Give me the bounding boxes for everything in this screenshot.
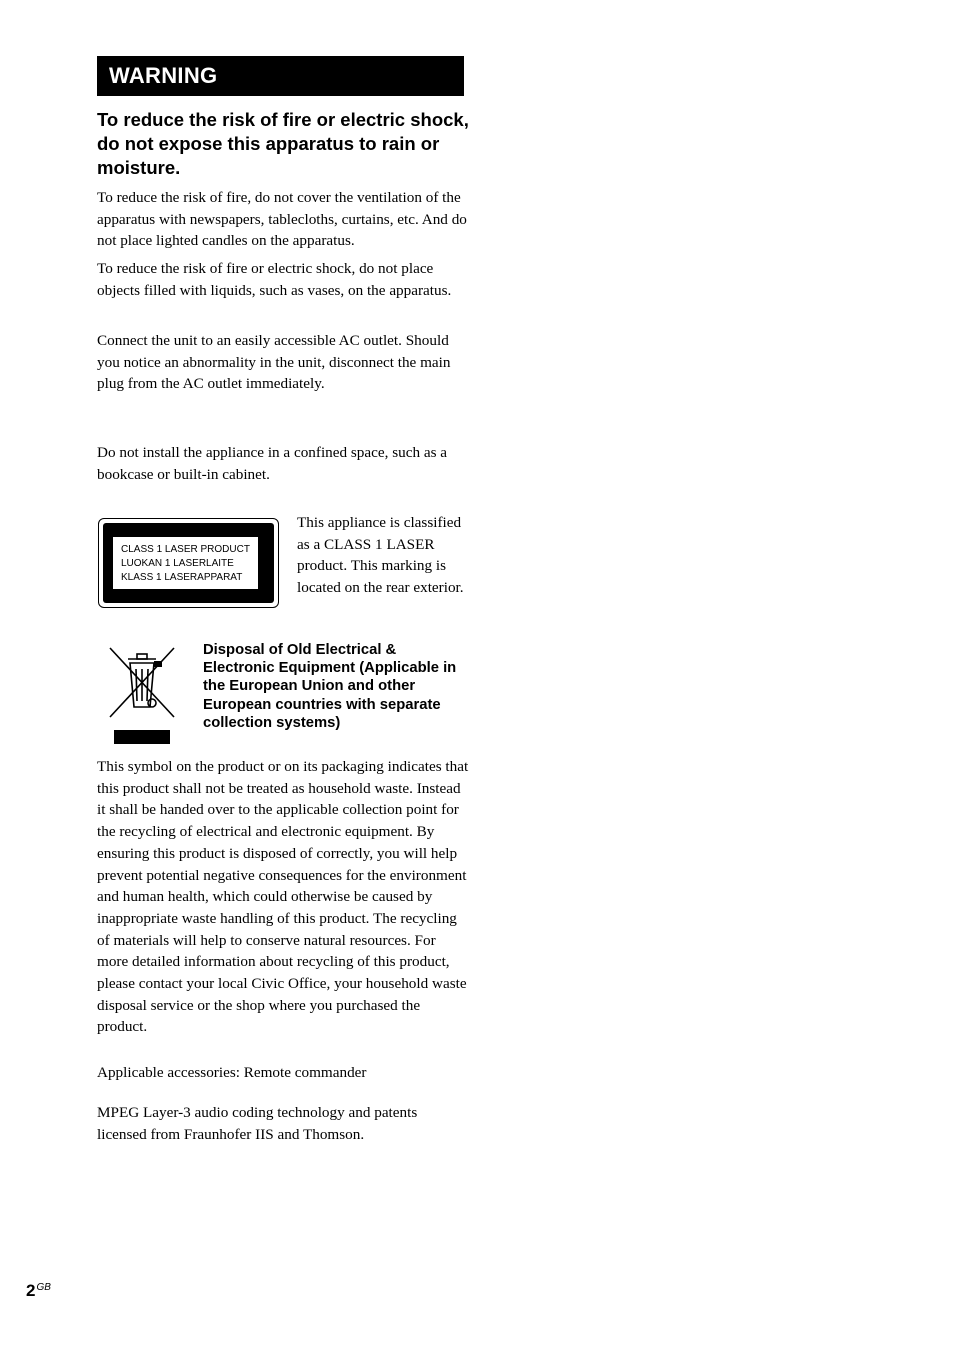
liquids-paragraph: To reduce the risk of fire or electric shock, do not place objects filled with liquids, such as vases, on the apparatus. — [97, 260, 452, 299]
laser-label-line: CLASS 1 LASER PRODUCT — [121, 544, 250, 555]
disposal-body: This symbol on the product or on its packaging indicates that this product shall not be treated as household waste. Instead it shall be handed over to the applicable collection point for the recycling of electrical and electronic equipment. By ensuring this product is disposed of correctly, you will help prevent potential negative consequences for the environment and human health, which could otherwise be caused by inappropriate waste handling of this product. The recycling of materials will help to conserve natural resources. For more detailed information about recycling of this product, please contact your local Civic Office, your household waste disposal service or the shop where you purchased the product. — [97, 758, 469, 1036]
laser-label-graphic — [98, 518, 279, 608]
mpeg-notice: MPEG Layer-3 audio coding technology and patents licensed from Fraunhofer IIS and Thomson. — [97, 1104, 418, 1143]
laser-label-line: LUOKAN 1 LASERLAITE — [121, 558, 234, 569]
confined-space-paragraph: Do not install the appliance in a confined space, such as a bookcase or built-in cabinet. — [97, 444, 448, 483]
laser-label-frame — [103, 523, 274, 603]
warning-banner: WARNING — [97, 56, 464, 96]
warning-heading: To reduce the risk of fire or electric shock, do not expose this apparatus to rain or moisture. — [97, 109, 469, 178]
page-number — [26, 1281, 51, 1301]
outlet-paragraph: Connect the unit to an easily accessible AC outlet. Should you notice an abnormality in the unit, disconnect the main plug from the AC outlet immediately. — [97, 332, 451, 393]
crossed-bin-icon — [108, 645, 176, 745]
laser-description: This appliance is classified as a CLASS 1 LASER product. This marking is located on the rear exterior. — [297, 514, 464, 597]
laser-label-plate — [113, 537, 258, 589]
disposal-heading: Disposal of Old Electrical & Electronic Equipment (Applicable in the European Union and other European countries with separate collection systems) — [203, 642, 457, 731]
page-number-value: 2 — [26, 1281, 36, 1300]
ventilation-paragraph: To reduce the risk of fire, do not cover the ventilation of the apparatus with newspapers, tablecloths, curtains, etc. And do not place lighted candles on the apparatus. — [97, 189, 467, 250]
page-region: GB — [36, 1282, 51, 1293]
accessories-line: Applicable accessories: Remote commander — [97, 1064, 367, 1081]
laser-label-line: KLASS 1 LASERAPPARAT — [121, 572, 243, 583]
